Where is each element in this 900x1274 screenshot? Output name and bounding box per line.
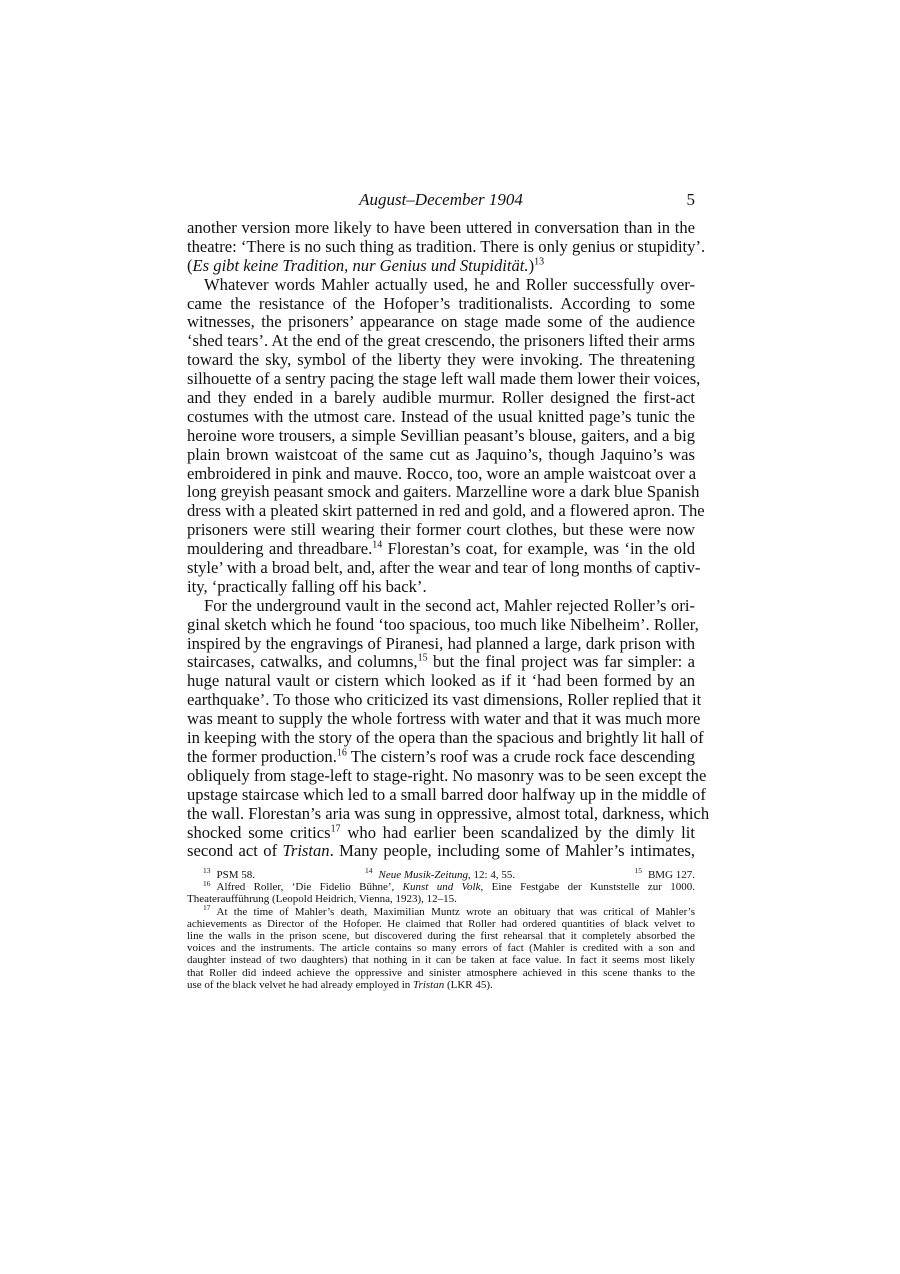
footnote-row [187,866,695,881]
text-line [187,803,710,824]
text-run: Florestan’s coat, for example, was ‘in the old [382,539,696,559]
text-line [187,540,695,559]
text-run: mouldering and threadbare. [187,539,373,559]
text-run: embroidered in pink and mauve. Rocco, too, wore an ample waistcoat over a [187,463,697,483]
italic-text: Tristan [282,841,330,861]
text-run: upstage staircase which led to a small barred door halfway up in the middle of [187,784,706,804]
text-run: Theateraufführung (Leopold Heidrich, Vienna, 1923), 12–15. [187,893,457,906]
text-line [187,332,695,351]
text-run: use of the black velvet he had already employed in [187,978,414,991]
text-line [187,558,701,578]
footnote-ref[interactable]: 14 [365,866,373,876]
text-run: that Roller did indeed achieve the oppressive and sinister atmosphere achieved in this scene thanks to the [187,966,695,979]
text-run: heroine wore trousers, a simple Sevillian peasant’s blouse, gaiters, and a big [187,425,695,445]
text-line [187,295,695,314]
text-run: who had earlier been scandalized by the dimly lit [340,822,695,842]
text-run: , Eine Festgabe der Kunststelle zur 1000. [480,881,695,894]
text-line [187,446,695,465]
text-line [187,765,707,786]
text-run: Alfred Roller, ‘Die Fidelio Bühne’, [216,881,403,894]
text-run: plain brown waistcoat of the same cut as Jaquino’s, though Jaquino’s was [187,444,695,464]
text-run: Whatever words Mahler actually used, he and Roller successfully over- [204,274,695,294]
text-run: toward the sky, symbol of the liberty they were invoking. The threatening [187,350,695,370]
italic-text: Neue Musik-Zeitung [378,869,469,881]
text-line [187,369,701,389]
text-line [187,709,701,729]
text-run: , 12: 4, 55. [468,869,516,881]
footnote-ref[interactable]: 16 [203,878,211,888]
text-line [187,824,695,843]
text-run: inspired by the engravings of Piranesi, had planned a large, dark prison with [187,633,695,653]
footnotes [187,866,695,991]
text-line [187,597,695,616]
italic-text: Kunst und Volk [402,881,481,894]
footnote-line [187,878,695,894]
text-line [187,672,695,691]
text-run: earthquake’. To those who criticized its vast dimensions, Roller replied that it [187,690,702,710]
text-line [187,257,695,276]
paragraph [187,218,706,276]
footnote-line [187,954,695,966]
text-run: costumes with the utmost care. Instead of the usual knitted page’s tunic the [187,406,695,426]
footnote-line [187,967,695,979]
text-run: ( [187,255,193,275]
text-run: prisoners were still wearing their former court clothes, but these were now [187,520,695,540]
text-line [187,236,706,257]
text-run: The cistern’s roof was a crude rock face descending [346,746,695,766]
text-run: and they ended in a barely audible murmur. Roller designed the first-act [187,388,695,408]
text-run: . Many people, including some of Mahler’s intimates, [329,841,695,861]
text-run: dress with a pleated skirt patterned in red and gold, and a flowered apron. The [187,501,705,521]
text-run: ginal sketch which he found ‘too spacious, too much like Nibelheim’. Roller, [187,614,699,634]
footnote [618,866,695,881]
text-line [187,842,695,861]
footnote-ref[interactable]: 15 [634,866,642,876]
text-line [187,653,695,672]
text-run: PSM 58. [216,869,256,881]
footnote-line [187,942,695,954]
text-line [187,482,700,502]
footnote-line [187,979,695,991]
text-line [187,578,695,597]
text-line [187,614,699,635]
text-line [187,501,705,521]
text-line [187,465,695,484]
text-line [187,748,695,767]
text-run: ity, ‘practically falling off his back’. [187,576,427,596]
text-run: in keeping with the story of the opera than the spacious and brightly lit hall of [187,728,704,748]
text-run: silhouette of a sentry pacing the stage left wall made them lower their voices, [187,369,701,389]
text-run: theatre: ‘There is no such thing as tradition. There is only genius or stupidity’. [187,236,706,256]
footnote-ref[interactable]: 13 [203,866,211,876]
text-line [187,728,704,748]
footnote-line [187,902,695,918]
text-run: but the final project was far simpler: a [427,652,695,672]
text-run: ) [528,255,535,275]
footnote [187,902,695,991]
text-line [187,313,695,332]
text-run: another version more likely to have been uttered in conversation than in the [187,218,695,237]
footnote-ref[interactable]: 17 [330,822,341,834]
text-run: At the time of Mahler’s death, Maximilian Muntz wrote an obituary that was critical of Mahler’s [216,905,695,918]
text-line [187,784,706,805]
text-line [187,427,695,446]
paragraph [187,595,710,861]
text-run: obliquely from stage-left to stage-right. No masonry was to be seen except the [187,765,707,785]
text-line [187,351,695,370]
page-header [187,190,695,212]
text-run: ‘shed tears’. At the end of the great crescendo, the prisoners lifted their arms [187,331,695,351]
text-run: daughter instead of two daughters) that nothing in it can be taken at face value. In fact it seems most likely [187,954,695,967]
footnote-ref[interactable]: 14 [372,539,383,551]
text-run: line the walls in the prison scene, but discovered during the first rehearsal that it completely absorbed the [187,929,695,942]
text-run: long greyish peasant smock and gaiters. Marzelline wore a dark blue Spanish [187,482,700,502]
text-run: witnesses, the prisoners’ appearance on stage made some of the audience [187,312,695,332]
text-run: style’ with a broad belt, and, after the wear and tear of long months of captiv- [187,558,701,578]
text-run: staircases, catwalks, and columns, [187,652,418,672]
text-line [187,690,702,710]
text-run: shocked some critics [187,822,331,842]
text-run: second act of [187,841,283,861]
footnote-line [187,930,695,942]
footnote-ref[interactable]: 15 [417,652,428,664]
text-line [187,219,695,238]
footnote-line [187,918,695,930]
text-run: BMG 127. [647,869,695,881]
text-line [187,635,695,654]
footnote [187,878,695,906]
footnote-line [187,893,695,905]
text-line [187,408,695,427]
italic-text: Es gibt keine Tradition, nur Genius und Stupidität. [192,255,529,275]
text-run: voices and the instruments. The article contains so many errors of fact (Mahler is credited with a son and [187,942,695,955]
italic-text: Tristan [413,978,445,991]
running-head: August–December 1904 [359,190,523,209]
footnote [255,866,618,881]
paragraph [187,274,705,597]
text-run: huge natural vault or cistern which looked as if it ‘had been formed by an [187,671,695,691]
footnote-ref[interactable]: 16 [336,747,347,759]
text-line [187,389,695,408]
text-run: the wall. Florestan’s aria was sung in oppressive, almost total, darkness, which [187,803,710,823]
text-run: came the resistance of the Hofoper’s traditionalists. According to some [187,293,695,313]
page-number: 5 [686,190,695,209]
footnote [187,866,256,881]
text-run: (LKR 45). [444,978,493,991]
footnote-ref[interactable]: 13 [534,256,545,268]
text-run: was meant to supply the whole fortress with water and that it was much more [187,709,701,729]
text-line [187,521,695,540]
text-line [187,276,695,295]
text-run: the former production. [187,746,337,766]
body-text [187,218,710,861]
text-run: For the underground vault in the second act, Mahler rejected Roller’s ori- [204,595,695,615]
text-run: achievements as Director of the Hofoper. He claimed that Roller had ordered quantities of black velvet to [187,917,695,930]
footnote-ref[interactable]: 17 [203,902,211,912]
